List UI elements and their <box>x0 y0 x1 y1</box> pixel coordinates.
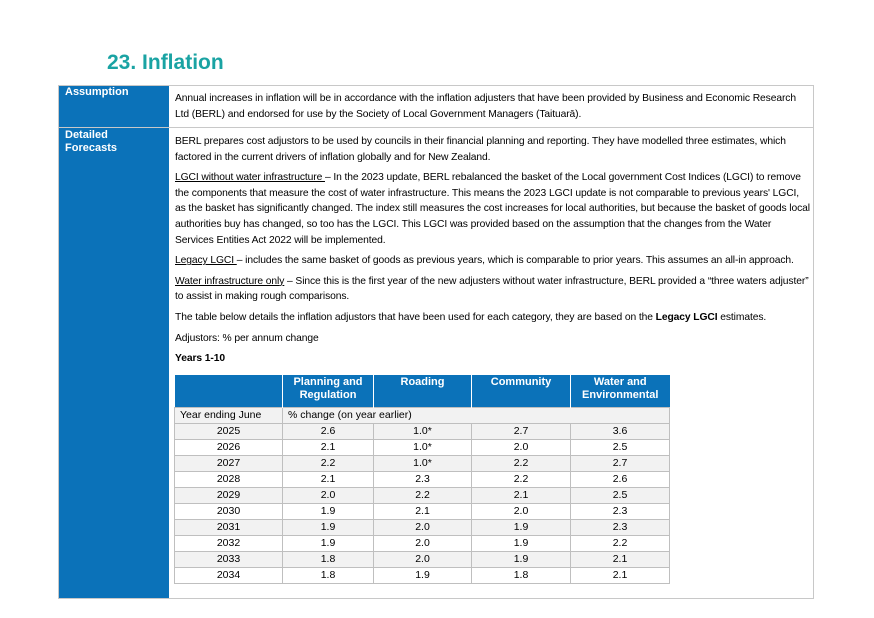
header-cell: Planning and Regulation <box>283 375 374 407</box>
table-row <box>175 551 670 567</box>
value-cell: 2.0 <box>374 519 472 535</box>
value-cell: 1.9 <box>283 503 374 519</box>
table-row <box>175 567 670 583</box>
legacy-heading: Legacy LGCI <box>175 255 237 267</box>
value-cell: 1.0* <box>374 423 472 439</box>
value-cell: 1.9 <box>472 535 571 551</box>
value-cell: 2.2 <box>472 455 571 471</box>
value-cell: 2.1 <box>472 487 571 503</box>
legacy-paragraph <box>175 253 811 269</box>
value-cell: 2.2 <box>571 535 670 551</box>
value-cell: 2.1 <box>571 551 670 567</box>
intro-paragraph: BERL prepares cost adjustors to be used by councils in their financial planning and reporting. They have modelled three estimates, which factored in the current drivers of inflation globally and for New Zealand. <box>175 136 786 163</box>
value-cell: 2.6 <box>283 423 374 439</box>
table-header-row <box>175 375 670 407</box>
value-cell: 2.1 <box>374 503 472 519</box>
value-cell: 1.9 <box>283 519 374 535</box>
assumption-label: Assumption <box>65 86 129 98</box>
detailed-forecasts-label <box>65 129 117 155</box>
table-intro-a: The table below details the inflation adjustors that have been used for each category, they are based on the <box>175 311 656 323</box>
water-text: – Since this is the first year of the new adjusters without water infrastructure, BERL provided a “three waters adjuster” to assist in making rough comparisons. <box>175 275 809 303</box>
value-cell: 2.0 <box>374 535 472 551</box>
value-cell: 2.1 <box>283 471 374 487</box>
page-title: 23. Inflation <box>107 51 224 74</box>
year-cell: 2029 <box>175 487 283 503</box>
year-cell: 2033 <box>175 551 283 567</box>
year-ending-label: Year ending June <box>175 407 283 423</box>
year-cell: 2025 <box>175 423 283 439</box>
value-cell: 2.1 <box>283 439 374 455</box>
value-cell: 1.8 <box>472 567 571 583</box>
value-cell: 2.3 <box>571 503 670 519</box>
value-cell: 1.9 <box>283 535 374 551</box>
value-cell: 1.8 <box>283 551 374 567</box>
water-heading: Water infrastructure only <box>175 275 285 287</box>
inflation-adjustors-table <box>174 375 670 584</box>
table-row <box>175 455 670 471</box>
value-cell: 1.9 <box>374 567 472 583</box>
year-cell: 2030 <box>175 503 283 519</box>
legacy-text: – includes the same basket of goods as previous years, which is comparable to prior years. This assumes an all-in approach. <box>236 255 794 267</box>
table-row <box>175 503 670 519</box>
value-cell: 2.0 <box>472 439 571 455</box>
value-cell: 2.5 <box>571 487 670 503</box>
lgci-without-paragraph <box>175 170 811 248</box>
value-cell: 2.2 <box>283 455 374 471</box>
table-row <box>175 423 670 439</box>
water-paragraph <box>175 274 811 305</box>
lgci-without-heading: LGCI without water infrastructure <box>175 172 325 184</box>
table-row <box>175 439 670 455</box>
detailed-label-line2: Forecasts <box>65 142 117 154</box>
value-cell: 2.0 <box>472 503 571 519</box>
value-cell: 2.2 <box>472 471 571 487</box>
header-cell: Roading <box>374 375 472 407</box>
value-cell: 2.3 <box>571 519 670 535</box>
value-cell: 1.0* <box>374 439 472 455</box>
years-heading: Years 1-10 <box>175 353 225 365</box>
lgci-without-text: – In the 2023 update, BERL rebalanced the basket of the Local government Cost Indices (LGCI) to remove the components that measure the cost of water infrastructure. This means the 2023 LGCI update is not comparable to previous years' LGCI, as the basket has significantly changed. The index still measures the cost increases for local authorities, but because the basket of goods local authorities buy has changed, so too has the LGCI. This LGCI was provided based on the assumption that the changes from the Water Services Entities Act 2022 will be implemented. <box>175 172 810 246</box>
year-cell: 2032 <box>175 535 283 551</box>
table-row <box>175 519 670 535</box>
table-row <box>175 535 670 551</box>
value-cell: 1.9 <box>472 519 571 535</box>
value-cell: 2.3 <box>374 471 472 487</box>
value-cell: 3.6 <box>571 423 670 439</box>
header-cell <box>175 375 283 407</box>
adjustors-note: Adjustors: % per annum change <box>175 332 319 344</box>
value-cell: 1.9 <box>472 551 571 567</box>
table-row <box>175 471 670 487</box>
value-cell: 2.1 <box>571 567 670 583</box>
table-intro-bold: Legacy LGCI <box>655 311 718 323</box>
value-cell: 2.6 <box>571 471 670 487</box>
value-cell: 2.7 <box>571 455 670 471</box>
value-cell: 2.2 <box>374 487 472 503</box>
table-intro-b: estimates. <box>717 311 767 323</box>
detailed-forecasts-text <box>175 134 811 367</box>
value-cell: 2.5 <box>571 439 670 455</box>
value-cell: 2.0 <box>283 487 374 503</box>
header-cell: Water and Environmental <box>571 375 670 407</box>
value-cell: 2.0 <box>374 551 472 567</box>
assumption-paragraph: Annual increases in inflation will be in accordance with the inflation adjusters that have been provided by Business and Economic Research Ltd (BERL) and endorsed for use by the Society of Local Government Managers (Taituarā). <box>175 93 796 120</box>
detailed-label-line1: Detailed <box>65 129 108 141</box>
year-cell: 2027 <box>175 455 283 471</box>
header-cell: Community <box>472 375 571 407</box>
assumption-text <box>175 91 811 122</box>
table-row <box>175 487 670 503</box>
table-subheader-row <box>175 407 670 423</box>
year-cell: 2026 <box>175 439 283 455</box>
row-divider <box>58 127 814 128</box>
year-cell: 2028 <box>175 471 283 487</box>
value-cell: 2.7 <box>472 423 571 439</box>
table-intro-paragraph <box>175 310 811 326</box>
year-cell: 2031 <box>175 519 283 535</box>
year-cell: 2034 <box>175 567 283 583</box>
change-note: % change (on year earlier) <box>283 407 670 423</box>
value-cell: 1.0* <box>374 455 472 471</box>
value-cell: 1.8 <box>283 567 374 583</box>
